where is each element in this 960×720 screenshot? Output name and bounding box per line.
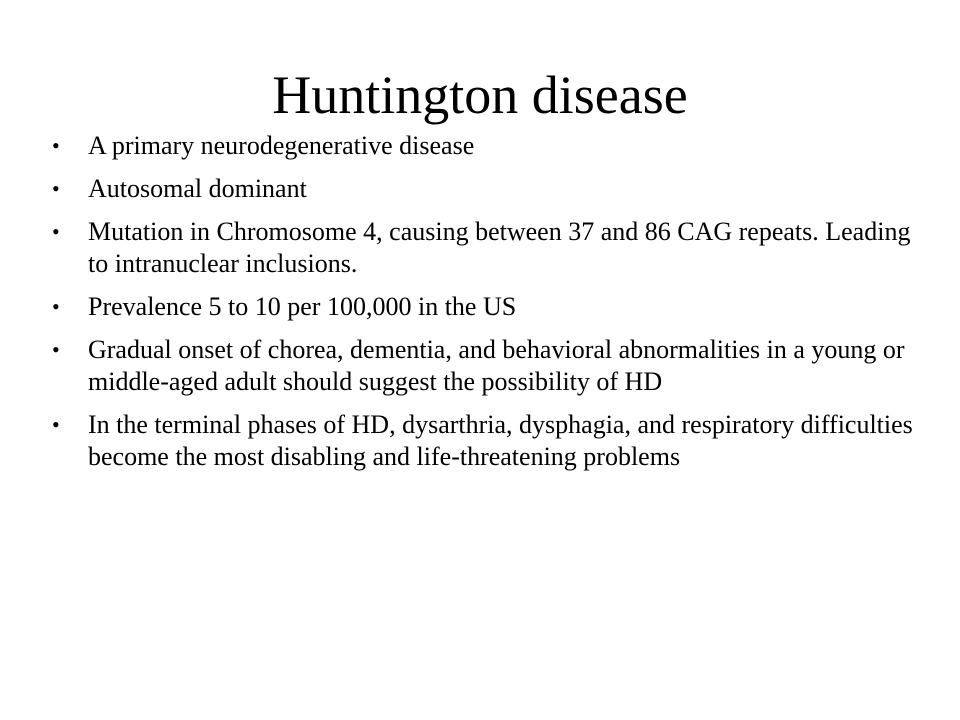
bullet-item-3: [48, 216, 928, 280]
bullet-item-6: [48, 409, 928, 473]
bullet-item-5: [48, 334, 928, 398]
bullet-icon: •: [52, 294, 60, 319]
bullet-text: Gradual onset of chorea, dementia, and behavioral abnormalities in a young or middle-aged adult should suggest the possibility of HD: [88, 335, 905, 396]
bullet-icon: •: [52, 412, 60, 437]
bullet-icon: •: [52, 337, 60, 362]
bullet-text: Mutation in Chromosome 4, causing between 37 and 86 CAG repeats. Leading to intranuclear inclusions.: [88, 217, 911, 278]
bullet-item-4: [48, 291, 928, 323]
bullet-item-2: [48, 173, 928, 205]
bullet-text: Prevalence 5 to 10 per 100,000 in the US: [88, 292, 517, 321]
slide-title: Huntington disease: [272, 65, 688, 125]
bullet-list: [48, 130, 928, 484]
bullet-item-1: [48, 130, 928, 162]
bullet-icon: •: [52, 219, 60, 244]
bullet-text: A primary neurodegenerative disease: [88, 131, 475, 160]
bullet-icon: •: [52, 133, 60, 158]
bullet-icon: •: [52, 176, 60, 201]
bullet-text: Autosomal dominant: [88, 174, 307, 203]
bullet-text: In the terminal phases of HD, dysarthria, dysphagia, and respiratory difficulties become the most disabling and life-threatening problems: [88, 410, 913, 471]
